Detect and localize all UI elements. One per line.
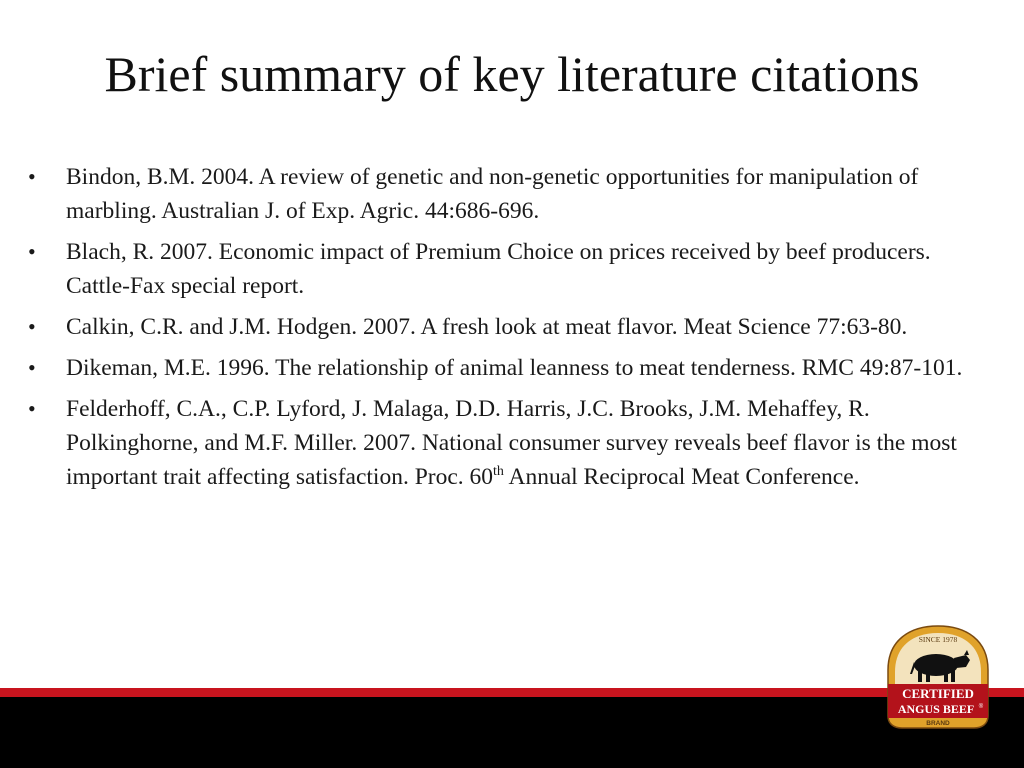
ordinal-superscript: th [493, 464, 504, 480]
bullet-icon: • [28, 239, 36, 264]
reference-list [28, 160, 996, 501]
logo-line2-text: ANGUS BEEF [897, 702, 975, 716]
reference-text: Dikeman, M.E. 1996. The relationship of animal leanness to meat tenderness. RMC 49:87-101. [66, 355, 963, 381]
bullet-icon: • [28, 396, 36, 421]
logo-registered-mark: ® [978, 704, 984, 710]
reference-text: Calkin, C.R. and J.M. Hodgen. 2007. A fresh look at meat flavor. Meat Science 77:63-80. [66, 314, 908, 340]
bullet-icon: • [28, 355, 36, 380]
reference-text-tail: Annual Reciprocal Meat Conference. [503, 464, 860, 490]
footer-black-band [0, 697, 1024, 768]
reference-text: Bindon, B.M. 2004. A review of genetic and non-genetic opportunities for manipulation of marbling. Australian J. of Exp. Agric. 44:686-696. [66, 164, 919, 224]
reference-item [28, 160, 996, 228]
reference-text-main: Felderhoff, C.A., C.P. Lyford, J. Malaga, D.D. Harris, J.C. Brooks, J.M. Mehaffey, R. Polkinghorne, and M.F. Miller. 2007. National consumer survey reveals beef flavor is the most important trait affecting satisfaction. Proc. 60 [66, 396, 957, 490]
reference-item [28, 310, 996, 344]
reference-item [28, 351, 996, 385]
reference-text: Blach, R. 2007. Economic impact of Premium Choice on prices received by beef producers. Cattle-Fax special report. [66, 239, 931, 299]
reference-item [28, 392, 996, 494]
reference-item [28, 235, 996, 303]
certified-angus-beef-logo-icon [884, 622, 992, 732]
footer-red-stripe [0, 688, 1024, 697]
logo-line1-text: CERTIFIED [902, 686, 974, 701]
logo-since-text: SINCE 1978 [918, 635, 958, 644]
slide-title: Brief summary of key literature citations [104, 46, 920, 102]
bullet-icon: • [28, 164, 36, 189]
reference-text [66, 396, 957, 490]
bullet-icon: • [28, 314, 36, 339]
logo-brand-text: BRAND [926, 720, 950, 727]
